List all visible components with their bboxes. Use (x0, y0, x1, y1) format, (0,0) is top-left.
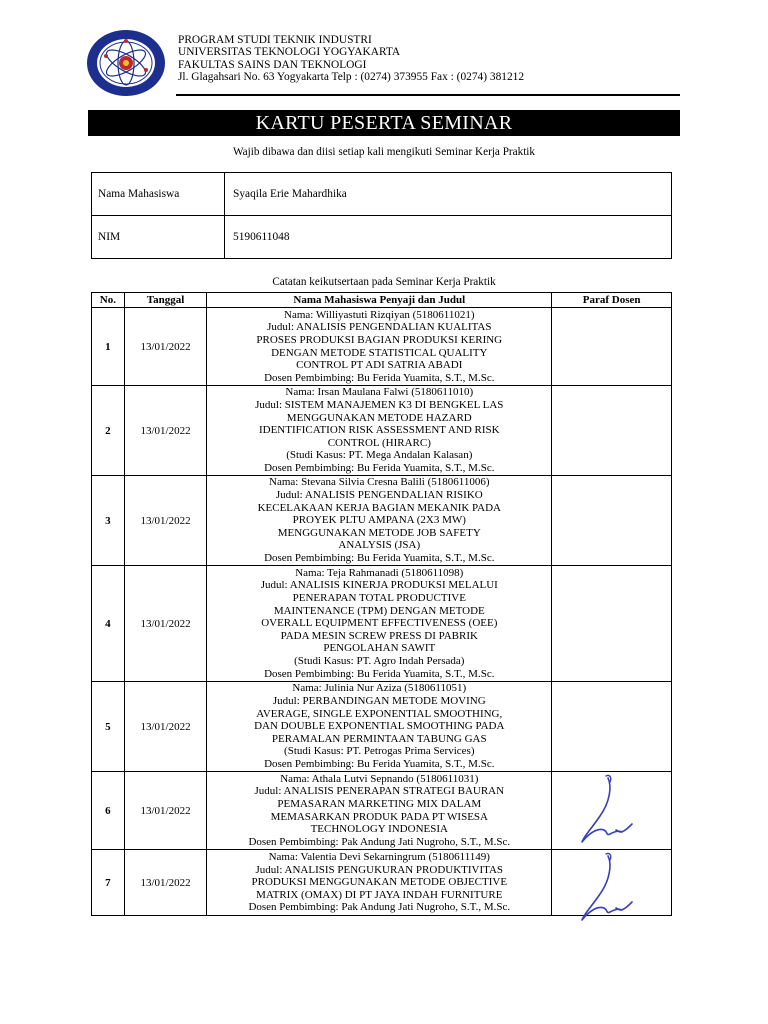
institution-header (178, 34, 524, 84)
row-text-line: (Studi Kasus: PT. Mega Andalan Kalasan) (286, 449, 473, 462)
row-text-line: Judul: SISTEM MANAJEMEN K3 DI BENGKEL LAS (255, 399, 504, 412)
row-text-line: Nama: Williyastuti Rizqiyan (5180611021) (284, 308, 475, 321)
row-text-line: Judul: ANALISIS PENGENDALIAN KUALITAS (267, 321, 492, 334)
row-text-line: Dosen Pembimbing: Pak Andung Jati Nugroho, S.T., M.Sc. (248, 901, 511, 914)
row-text-line: OVERALL EQUIPMENT EFFECTIVENESS (OEE) (261, 617, 498, 630)
row-text-line: ANALYSIS (JSA) (338, 539, 421, 552)
header-presenter-title: Nama Mahasiswa Penyaji dan Judul (207, 293, 552, 308)
row-date: 13/01/2022 (124, 386, 207, 476)
row-text-line: MENGGUNAKAN METODE HAZARD (286, 411, 472, 424)
row-text-line: MAINTENANCE (TPM) DENGAN METODE (273, 604, 485, 617)
university-name: UNIVERSITAS TEKNOLOGI YOGYAKARTA (178, 46, 401, 59)
row-number: 2 (92, 386, 125, 476)
student-name-label: Nama Mahasiswa (92, 173, 225, 216)
row-text-line: IDENTIFICATION RISK ASSESSMENT AND RISK (258, 424, 500, 437)
row-date: 13/01/2022 (124, 772, 207, 850)
row-number: 7 (92, 850, 125, 916)
attendance-rows (92, 308, 672, 916)
row-number: 6 (92, 772, 125, 850)
row-text-line: (Studi Kasus: PT. Agro Indah Persada) (294, 654, 465, 667)
row-text-line: Dosen Pembimbing: Bu Ferida Yuamita, S.T., M.Sc. (264, 551, 495, 564)
row-text-line: Judul: PERBANDINGAN METODE MOVING (272, 695, 486, 708)
row-text-line: Dosen Pembimbing: Bu Ferida Yuamita, S.T., M.Sc. (264, 667, 495, 680)
row-number: 3 (92, 476, 125, 566)
document-title: KARTU PESERTA SEMINAR (88, 110, 680, 136)
row-text-line: Dosen Pembimbing: Bu Ferida Yuamita, S.T., M.Sc. (264, 461, 495, 474)
document-subtitle: Wajib dibawa dan diisi setiap kali mengikuti Seminar Kerja Praktik (232, 146, 536, 158)
row-text-line: KECELAKAAN KERJA BAGIAN MEKANIK PADA (257, 501, 501, 514)
table-row (92, 476, 672, 566)
row-presenter-and-title (207, 476, 552, 566)
address-line: Jl. Glagahsari No. 63 Yogyakarta Telp : (0274) 373955 Fax : (0274) 381212 (178, 71, 525, 84)
student-nim-value: 5190611048 (225, 216, 672, 259)
row-text-line: Dosen Pembimbing: Bu Ferida Yuamita, S.T., M.Sc. (264, 371, 495, 384)
row-text-line: DAN DOUBLE EXPONENTIAL SMOOTHING PADA (254, 720, 505, 733)
row-text-line: PADA MESIN SCREW PRESS DI PABRIK (280, 629, 478, 642)
row-signature-cell (552, 476, 672, 566)
student-nim-row (92, 216, 672, 259)
header-lecturer-signature: Paraf Dosen (552, 293, 672, 308)
row-text-line: PERAMALAN PERMINTAAN TABUNG GAS (271, 732, 487, 745)
table-caption: Catatan keikutsertaan pada Seminar Kerja Praktik (272, 276, 496, 288)
row-text-line: PEMASARAN MARKETING MIX DALAM (277, 797, 482, 810)
row-text-line: MEMASARKAN PRODUK PADA PT WISESA (270, 810, 488, 823)
row-text-line: PRODUKSI MENGGUNAKAN METODE OBJECTIVE (251, 876, 508, 889)
row-text-line: CONTROL PT ADI SATRIA ABADI (296, 359, 463, 372)
row-date: 13/01/2022 (124, 308, 207, 386)
row-text-line: MENGGUNAKAN METODE JOB SAFETY (277, 526, 481, 539)
row-text-line: Judul: ANALISIS PENGUKURAN PRODUKTIVITAS (255, 863, 504, 876)
row-text-line: PROSES PRODUKSI BAGIAN PRODUKSI KERING (256, 333, 503, 346)
row-text-line: Dosen Pembimbing: Bu Ferida Yuamita, S.T., M.Sc. (264, 757, 495, 770)
row-number: 4 (92, 566, 125, 682)
row-signature-cell (552, 386, 672, 476)
row-presenter-and-title (207, 850, 552, 916)
program-name: PROGRAM STUDI TEKNIK INDUSTRI (178, 34, 372, 46)
row-text-line: Nama: Valentia Devi Sekarningrum (5180611149) (268, 851, 490, 864)
row-signature-cell (552, 850, 672, 916)
row-text-line: Dosen Pembimbing: Pak Andung Jati Nugroho, S.T., M.Sc. (248, 835, 511, 848)
student-name-row (92, 173, 672, 216)
row-text-line: Nama: Teja Rahmanadi (5180611098) (295, 566, 464, 579)
row-date: 13/01/2022 (124, 682, 207, 772)
row-text-line: Nama: Julinia Nur Aziza (5180611051) (292, 682, 467, 695)
header-divider (176, 94, 680, 96)
table-header-row (92, 293, 672, 308)
header-date: Tanggal (124, 293, 207, 308)
row-text-line: Nama: Athala Lutvi Sepnando (5180611031) (280, 772, 479, 785)
row-number: 1 (92, 308, 125, 386)
row-text-line: PENGOLAHAN SAWIT (323, 642, 436, 655)
row-text-line: CONTROL (HIRARC) (327, 436, 431, 449)
row-text-line: TECHNOLOGY INDONESIA (310, 823, 448, 836)
university-logo (86, 28, 166, 98)
row-text-line: PENERAPAN TOTAL PRODUCTIVE (292, 592, 466, 605)
row-text-line: Judul: ANALISIS PENERAPAN STRATEGI BAURAN (254, 785, 505, 798)
row-presenter-and-title (207, 772, 552, 850)
student-name-value: Syaqila Erie Mahardhika (225, 173, 672, 216)
row-presenter-and-title (207, 682, 552, 772)
lecturer-signature-mark (560, 772, 650, 848)
row-text-line: MATRIX (OMAX) DI PT JAYA INDAH FURNITURE (256, 888, 503, 901)
row-presenter-and-title (207, 566, 552, 682)
table-row (92, 566, 672, 682)
row-signature-cell (552, 682, 672, 772)
row-presenter-and-title (207, 386, 552, 476)
student-info-table (91, 172, 672, 259)
row-text-line: (Studi Kasus: PT. Petrogas Prima Services) (284, 745, 475, 758)
row-presenter-and-title (207, 308, 552, 386)
row-date: 13/01/2022 (124, 566, 207, 682)
attendance-table (91, 292, 672, 916)
row-signature-cell (552, 772, 672, 850)
row-number: 5 (92, 682, 125, 772)
row-signature-cell (552, 566, 672, 682)
row-text-line: AVERAGE, SINGLE EXPONENTIAL SMOOTHING, (256, 707, 503, 720)
faculty-name: FAKULTAS SAINS DAN TEKNOLOGI (178, 58, 367, 71)
row-text-line: PROYEK PLTU AMPANA (2X3 MW) (292, 514, 466, 527)
student-nim-label: NIM (92, 216, 225, 259)
lecturer-signature-mark (560, 850, 650, 926)
row-text-line: Judul: ANALISIS KINERJA PRODUKSI MELALUI (260, 579, 498, 592)
row-signature-cell (552, 308, 672, 386)
table-row (92, 772, 672, 850)
row-text-line: Judul: ANALISIS PENGENDALIAN RISIKO (275, 489, 483, 502)
row-text-line: Nama: Irsan Maulana Falwi (5180611010) (285, 386, 474, 399)
row-date: 13/01/2022 (124, 476, 207, 566)
header-no: No. (92, 293, 125, 308)
row-date: 13/01/2022 (124, 850, 207, 916)
table-row (92, 682, 672, 772)
row-text-line: DENGAN METODE STATISTICAL QUALITY (271, 346, 488, 359)
row-text-line: Nama: Stevana Silvia Cresna Balili (5180611006) (269, 476, 490, 489)
table-row (92, 386, 672, 476)
table-row (92, 850, 672, 916)
table-row (92, 308, 672, 386)
